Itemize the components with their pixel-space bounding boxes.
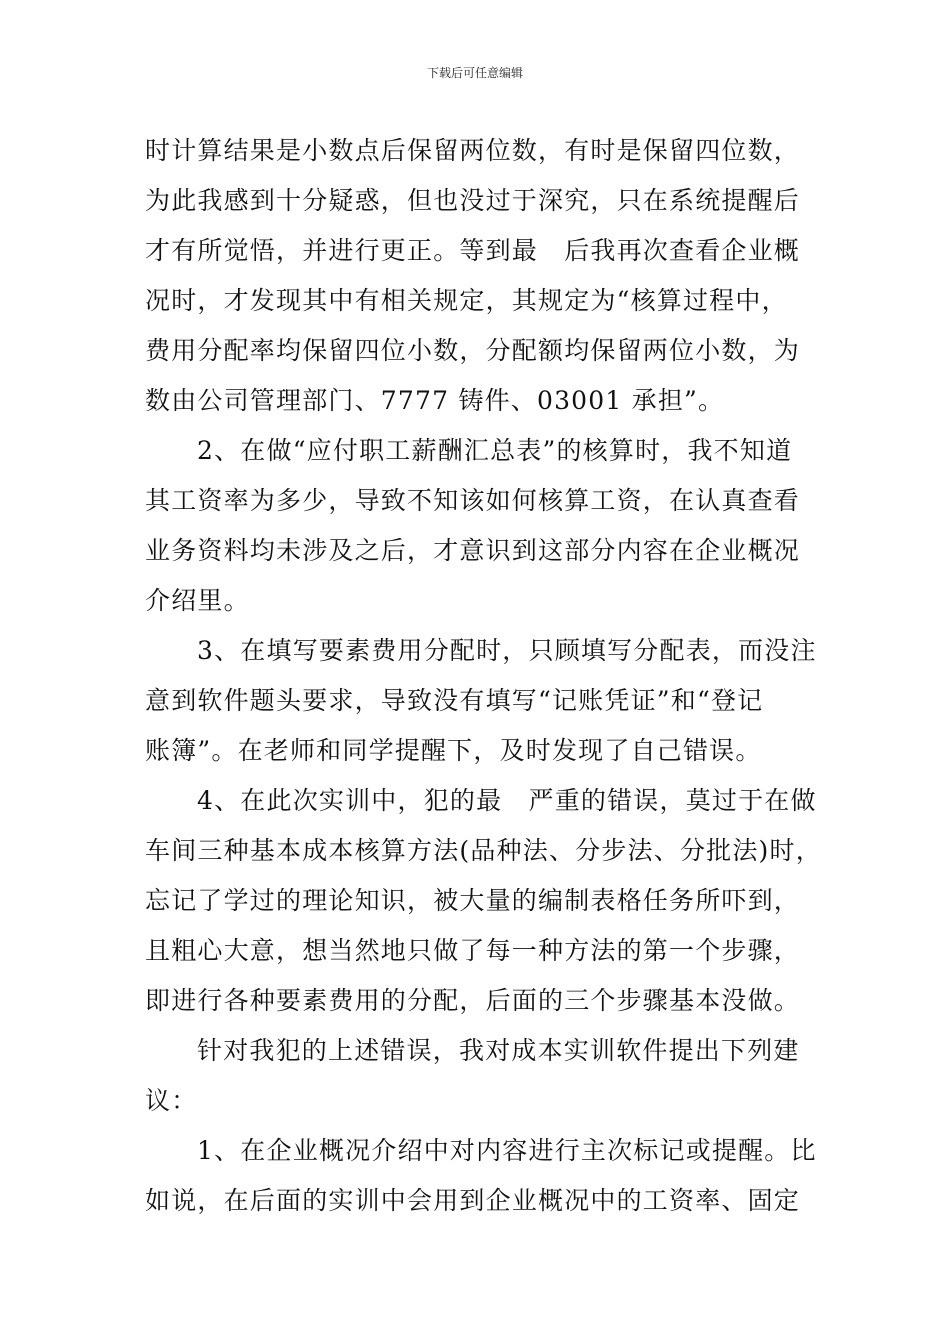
text-line: 费用分配率均保留四位小数，分配额均保留两位小数，为 xyxy=(145,336,801,365)
text-line: 况时，才发现其中有相关规定，其规定为“核算过程中， xyxy=(145,286,788,315)
page-header: 下载后可任意编辑 xyxy=(426,66,523,80)
text-line: 如说，在后面的实训中会用到企业概况中的工资率、固定 xyxy=(145,1186,801,1215)
text-line: 为此我感到十分疑惑，但也没过于深究，只在系统提醒后 xyxy=(145,186,801,215)
text-line: 4、在此次实训中，犯的最 严重的错误，莫过于在做 xyxy=(197,786,817,815)
text-line: 账簿”。在老师和同学提醒下，及时发现了自己错误。 xyxy=(145,736,762,765)
text-line: 业务资料均未涉及之后，才意识到这部分内容在企业概况 xyxy=(145,536,801,565)
text-line: 数由公司管理部门、7777 铸件、03001 承担”。 xyxy=(145,386,725,415)
text-line: 即进行各种要素费用的分配，后面的三个步骤基本没做。 xyxy=(145,986,801,1015)
text-line: 其工资率为多少，导致不知该如何核算工资，在认真查看 xyxy=(145,486,801,515)
text-line: 介绍里。 xyxy=(145,586,250,615)
text-line: 3、在填写要素费用分配时，只顾填写分配表，而没注 xyxy=(197,636,817,665)
text-line: 时计算结果是小数点后保留两位数，有时是保留四位数， xyxy=(145,136,801,165)
text-line: 意到软件题头要求，导致没有填写“记账凭证”和“登记 xyxy=(145,686,764,715)
text-line: 2、在做“应付职工薪酬汇总表”的核算时，我不知道 xyxy=(197,436,793,465)
text-line: 针对我犯的上述错误，我对成本实训软件提出下列建 xyxy=(197,1036,800,1065)
text-line: 车间三种基本成本核算方法(品种法、分步法、分批法)时， xyxy=(145,836,822,865)
document-body xyxy=(145,126,822,1226)
text-line: 议： xyxy=(145,1086,198,1115)
text-line: 1、在企业概况介绍中对内容进行主次标记或提醒。比 xyxy=(197,1136,817,1165)
text-line: 忘记了学过的理论知识，被大量的编制表格任务所吓到， xyxy=(145,886,801,915)
text-line: 才有所觉悟，并进行更正。等到最 后我再次查看企业概 xyxy=(145,236,801,265)
text-line: 且粗心大意，想当然地只做了每一种方法的第一个步骤， xyxy=(145,936,801,965)
